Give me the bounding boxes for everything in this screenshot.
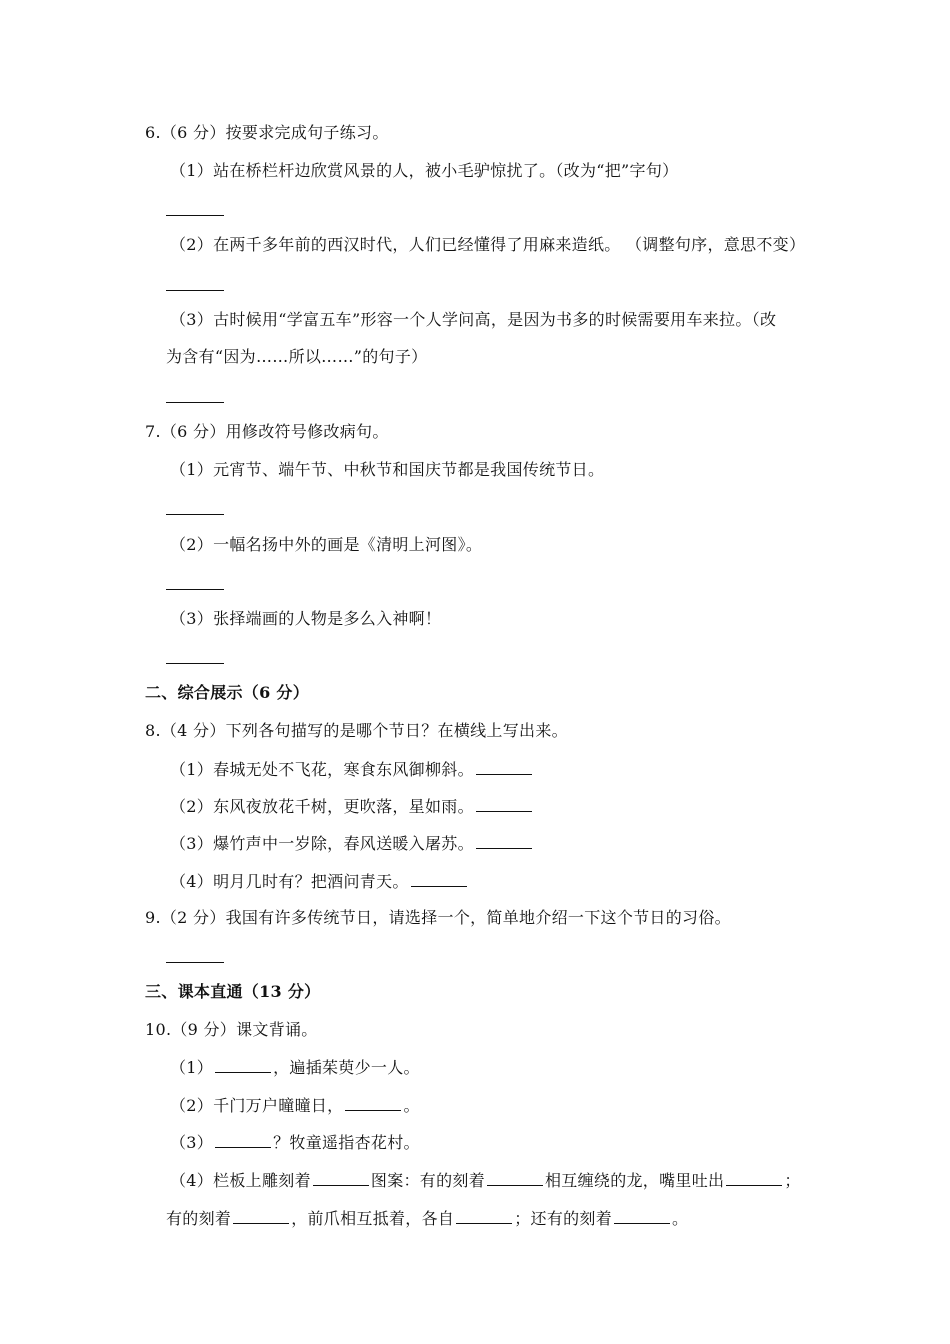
q7-item-1: （1）元宵节、端午节、中秋节和国庆节都是我国传统节日。	[170, 460, 605, 479]
q6-item-3-line-2: 为含有“因为……所以……”的句子）	[166, 347, 428, 366]
q8-item-1	[170, 758, 534, 781]
q10-blank-4a[interactable]	[313, 1169, 369, 1186]
q8-blank-2[interactable]	[476, 795, 532, 812]
q10-blank-4b[interactable]	[487, 1169, 543, 1186]
q7-answer-line-2[interactable]	[166, 589, 224, 590]
q10-item-4-line-2	[166, 1207, 688, 1230]
q6-title: 6.（6 分）按要求完成句子练习。	[145, 123, 389, 142]
section-2-heading: 二、综合展示（6 分）	[145, 683, 310, 702]
q10-item-4b-text-2: ，前爪相互抵着，各自	[291, 1209, 455, 1228]
q10-item-3	[170, 1131, 420, 1154]
q10-item-4b-text-4: 。	[672, 1209, 689, 1228]
q7-answer-line-3[interactable]	[166, 663, 224, 664]
q8-blank-3[interactable]	[476, 832, 532, 849]
q10-item-4b-text-3: ；还有的刻着	[514, 1209, 613, 1228]
q10-item-2-suffix: 。	[403, 1096, 420, 1115]
q9-answer-line[interactable]	[166, 962, 224, 963]
q10-item-4-text-2: 图案：有的刻着	[370, 1171, 485, 1190]
q10-item-3-suffix: ？牧童遥指杏花村。	[273, 1133, 420, 1152]
q10-item-4b-text-1: 有的刻着	[166, 1209, 232, 1228]
q6-answer-line-1[interactable]	[166, 215, 224, 216]
q10-item-3-prefix: （3）	[170, 1133, 214, 1152]
q10-blank-3[interactable]	[215, 1131, 271, 1148]
q6-answer-line-3[interactable]	[166, 402, 224, 403]
q8-item-3-text: （3）爆竹声中一岁除，春风送暖入屠苏。	[170, 834, 474, 853]
q7-item-2: （2）一幅名扬中外的画是《清明上河图》。	[170, 535, 483, 554]
q10-blank-4d[interactable]	[233, 1207, 289, 1224]
q10-blank-1[interactable]	[215, 1056, 271, 1073]
q6-item-3-line-1: （3）古时候用“学富五车”形容一个人学问高，是因为书多的时候需要用车来拉。（改	[170, 310, 777, 329]
q10-item-4-text-3: 相互缠绕的龙，嘴里吐出	[545, 1171, 725, 1190]
q7-answer-line-1[interactable]	[166, 514, 224, 515]
q8-item-3	[170, 832, 534, 855]
q6-answer-line-2[interactable]	[166, 290, 224, 291]
q10-item-2	[170, 1094, 420, 1117]
q9-title: 9.（2 分）我国有许多传统节日，请选择一个，简单地介绍一下这个节日的习俗。	[145, 908, 731, 927]
q10-item-1-suffix: ，遍插茱萸少一人。	[273, 1058, 420, 1077]
q10-blank-4f[interactable]	[614, 1207, 670, 1224]
q10-item-4-text-4: ；	[784, 1171, 801, 1190]
q8-blank-4[interactable]	[411, 870, 467, 887]
q10-item-4-line-1	[170, 1169, 801, 1192]
q8-item-2-text: （2）东风夜放花千树，更吹落，星如雨。	[170, 797, 474, 816]
q10-item-2-prefix: （2）千门万户曈曈日，	[170, 1096, 344, 1115]
q8-item-4-text: （4）明月几时有？把酒问青天。	[170, 872, 409, 891]
q6-item-2: （2）在两千多年前的西汉时代，人们已经懂得了用麻来造纸。 （调整句序，意思不变）	[170, 235, 806, 254]
q10-title: 10.（9 分）课文背诵。	[145, 1020, 318, 1039]
q10-item-1	[170, 1056, 420, 1079]
q10-item-4-text-1: （4）栏板上雕刻着	[170, 1171, 311, 1190]
q7-title: 7.（6 分）用修改符号修改病句。	[145, 422, 389, 441]
q8-item-1-text: （1）春城无处不飞花，寒食东风御柳斜。	[170, 760, 474, 779]
q6-item-1: （1）站在桥栏杆边欣赏风景的人，被小毛驴惊扰了。（改为“把”字句）	[170, 161, 679, 180]
q10-blank-2[interactable]	[345, 1094, 401, 1111]
section-3-heading: 三、课本直通（13 分）	[145, 982, 321, 1001]
q10-blank-4c[interactable]	[726, 1169, 782, 1186]
q8-item-2	[170, 795, 534, 818]
q7-item-3: （3）张择端画的人物是多么入神啊！	[170, 609, 442, 628]
q10-blank-4e[interactable]	[456, 1207, 512, 1224]
q8-blank-1[interactable]	[476, 758, 532, 775]
q10-item-1-prefix: （1）	[170, 1058, 214, 1077]
q8-title: 8.（4 分）下列各句描写的是哪个节日？在横线上写出来。	[145, 721, 568, 740]
q8-item-4	[170, 870, 469, 893]
